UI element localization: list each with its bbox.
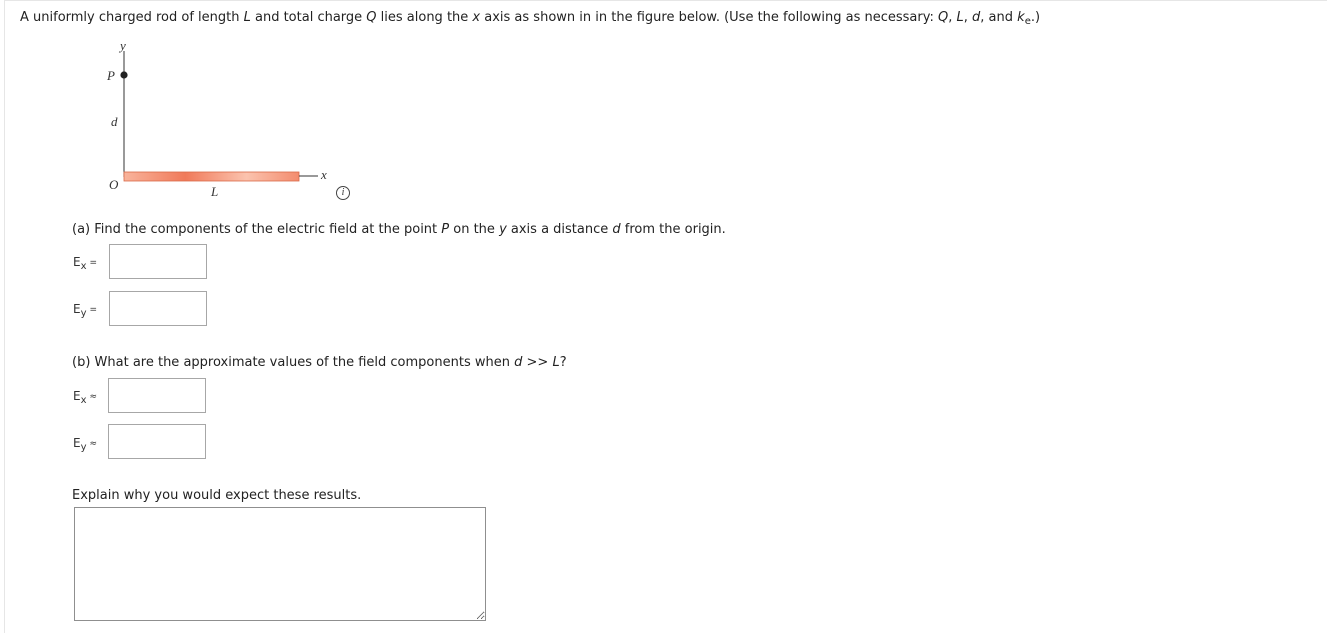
var-y: y: [499, 222, 507, 237]
rod-length-label: L: [211, 184, 219, 199]
part-b-question: [72, 355, 567, 371]
question-text: from the origin.: [620, 222, 726, 237]
question-text: ?: [559, 355, 567, 370]
ex-subscript: x: [80, 395, 87, 406]
rod-figure: [100, 34, 370, 209]
ey-label-b: [73, 436, 97, 452]
ey-subscript: y: [80, 442, 87, 453]
var-k-subscript: e: [1024, 16, 1031, 27]
var-d: d: [972, 10, 981, 25]
intro-text: ,: [948, 10, 957, 25]
y-axis-label: y: [120, 38, 126, 53]
point-p-label: P: [107, 68, 115, 83]
var-L: L: [243, 10, 251, 25]
ex-symbol: E: [73, 389, 81, 403]
origin-label: O: [109, 177, 119, 192]
ey-label-a: [73, 302, 97, 318]
explain-textarea[interactable]: [74, 507, 486, 621]
question-text: (b) What are the approximate values of the field components when: [72, 355, 515, 370]
intro-text: lies along the: [376, 10, 473, 25]
rod-figure-svg: [100, 34, 370, 209]
ex-subscript: x: [80, 261, 87, 272]
intro-text: ,: [963, 10, 973, 25]
intro-text: axis as shown in in the figure below. (Use the following as necessary:: [480, 10, 939, 25]
var-L: L: [956, 10, 964, 25]
var-d: d: [612, 222, 621, 237]
var-d: d: [514, 355, 523, 370]
ex-answer-input-b[interactable]: [108, 378, 206, 413]
ey-answer-input-a[interactable]: [109, 291, 207, 326]
ex-answer-input-a[interactable]: [109, 244, 207, 279]
ey-symbol: E: [73, 436, 81, 450]
distance-d-label: d: [111, 114, 118, 129]
charged-rod: [124, 172, 299, 181]
part-a-question: [72, 222, 726, 238]
point-p-dot: [120, 71, 127, 78]
ey-answer-input-b[interactable]: [108, 424, 206, 459]
var-Q: Q: [938, 10, 949, 25]
question-text: >>: [522, 355, 553, 370]
ex-label-a: [73, 255, 97, 271]
info-icon[interactable]: i: [336, 186, 350, 200]
equals-sign: =: [89, 258, 98, 268]
equals-sign: =: [89, 305, 98, 315]
intro-text: , and: [980, 10, 1018, 25]
var-k: k: [1017, 10, 1025, 25]
question-text: on the: [449, 222, 500, 237]
approx-sign: ≈: [89, 439, 98, 449]
intro-text: .): [1030, 10, 1041, 25]
ex-label-b: [73, 389, 97, 405]
var-P: P: [441, 222, 450, 237]
ey-subscript: y: [80, 308, 87, 319]
approx-sign: ≈: [89, 392, 98, 402]
question-text: axis a distance: [506, 222, 613, 237]
intro-text: A uniformly charged rod of length: [20, 10, 244, 25]
var-Q: Q: [366, 10, 377, 25]
explain-prompt: Explain why you would expect these results.: [72, 488, 362, 503]
intro-text: and total charge: [250, 10, 367, 25]
var-L: L: [552, 355, 560, 370]
x-axis-label: x: [321, 167, 327, 182]
question-text: (a) Find the components of the electric field at the point: [72, 222, 442, 237]
ey-symbol: E: [73, 302, 81, 316]
problem-statement: [20, 10, 1040, 26]
ex-symbol: E: [73, 255, 81, 269]
var-x: x: [472, 10, 481, 25]
